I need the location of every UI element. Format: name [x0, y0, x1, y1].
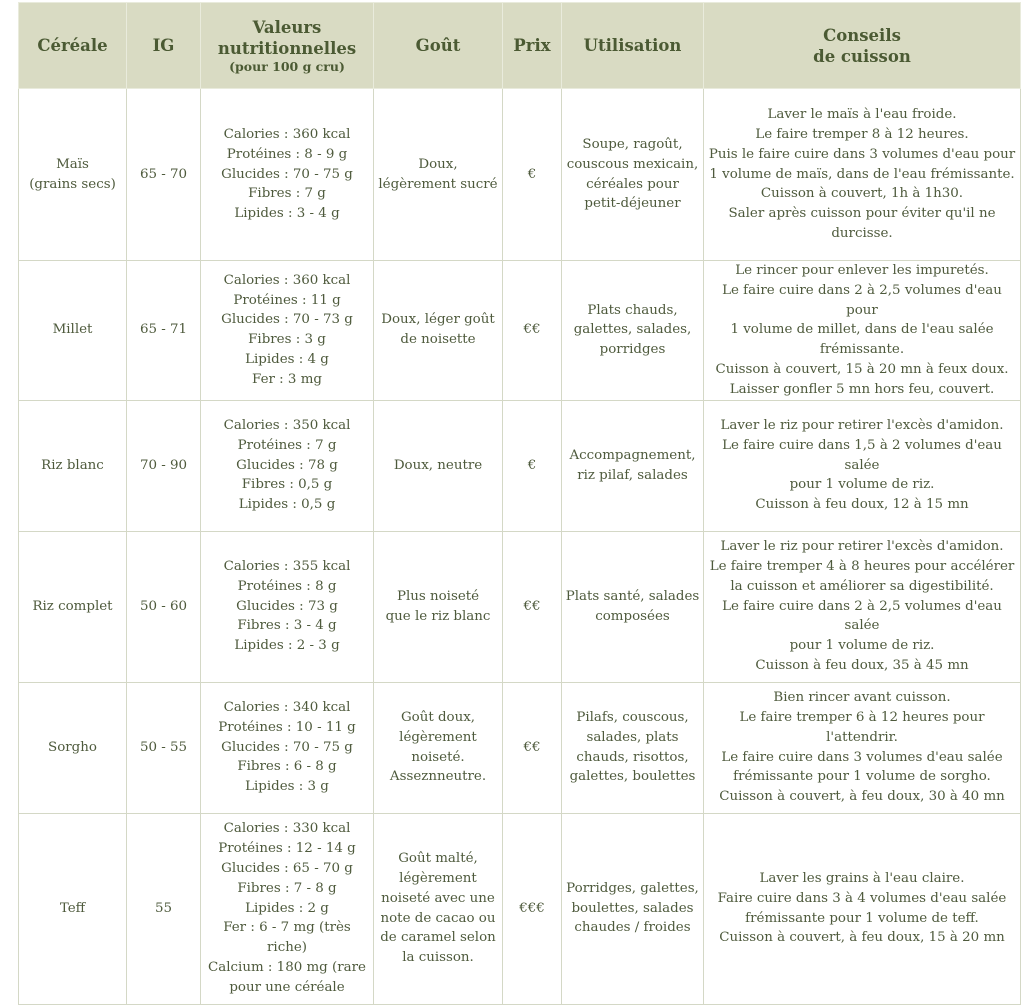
cell-use: Pilafs, couscous, salades, plats chauds, risottos, galettes, boulettes: [562, 682, 704, 813]
cell-price: €€: [503, 682, 562, 813]
table-row-sorgho: [19, 682, 1021, 813]
cell-cooking: Le rincer pour enlever les impuretés. Le faire cuire dans 2 à 2,5 volumes d'eau pour 1 volume de millet, dans de l'eau salée frémissante. Cuisson à couvert, 15 à 20 mn à feux doux. Laisser gonfler 5 mn hors feu, couvert.: [704, 261, 1021, 401]
cell-cooking: Laver les grains à l'eau claire. Faire cuire dans 3 à 4 volumes d'eau salée frémissante pour 1 volume de teff. Cuisson à couvert, à feu doux, 15 à 20 mn: [704, 813, 1021, 1004]
cell-price: €: [503, 400, 562, 531]
cell-price: €: [503, 89, 562, 261]
cell-cereal: Riz blanc: [19, 400, 127, 531]
header-cooking: Conseils de cuisson: [704, 3, 1021, 89]
cereal-comparison-table: [18, 2, 1021, 1005]
cell-nutrition: Calories : 360 kcal Protéines : 8 - 9 g Glucides : 70 - 75 g Fibres : 7 g Lipides : 3 - 4 g: [201, 89, 374, 261]
table-row-millet: [19, 261, 1021, 401]
cell-use: Accompagnement, riz pilaf, salades: [562, 400, 704, 531]
cell-ig: 50 - 55: [127, 682, 201, 813]
cell-use: Soupe, ragoût, couscous mexicain, céréales pour petit-déjeuner: [562, 89, 704, 261]
header-price: Prix: [503, 3, 562, 89]
cell-nutrition: Calories : 330 kcal Protéines : 12 - 14 g Glucides : 65 - 70 g Fibres : 7 - 8 g Lipides : 2 g Fer : 6 - 7 mg (très riche) Calcium : 180 mg (rare pour une céréale: [201, 813, 374, 1004]
cell-cooking: Laver le maïs à l'eau froide. Le faire tremper 8 à 12 heures. Puis le faire cuire dans 3 volumes d'eau pour 1 volume de maïs, dans de l'eau frémissante. Cuisson à couvert, 1h à 1h30. Saler après cuisson pour éviter qu'il ne durcisse.: [704, 89, 1021, 261]
cell-price: €€: [503, 531, 562, 682]
cell-ig: 70 - 90: [127, 400, 201, 531]
cell-price: €€€: [503, 813, 562, 1004]
header-nutrition-subtitle: (pour 100 g cru): [229, 58, 345, 74]
header-nutrition-title: Valeurs nutritionnelles: [217, 17, 357, 58]
cell-nutrition: Calories : 360 kcal Protéines : 11 g Glucides : 70 - 73 g Fibres : 3 g Lipides : 4 g Fer : 3 mg: [201, 261, 374, 401]
header-nutrition: [201, 3, 374, 89]
table-row-riz-complet: [19, 531, 1021, 682]
cell-cereal: Riz complet: [19, 531, 127, 682]
header-row: [19, 3, 1021, 89]
cell-cereal: Millet: [19, 261, 127, 401]
cell-ig: 65 - 70: [127, 89, 201, 261]
cell-cooking: Laver le riz pour retirer l'excès d'amidon. Le faire cuire dans 1,5 à 2 volumes d'eau salée pour 1 volume de riz. Cuisson à feu doux, 12 à 15 mn: [704, 400, 1021, 531]
cell-nutrition: Calories : 350 kcal Protéines : 7 g Glucides : 78 g Fibres : 0,5 g Lipides : 0,5 g: [201, 400, 374, 531]
cell-cooking: Bien rincer avant cuisson. Le faire tremper 6 à 12 heures pour l'attendrir. Le faire cuire dans 3 volumes d'eau salée frémissante pour 1 volume de sorgho. Cuisson à couvert, à feu doux, 30 à 40 mn: [704, 682, 1021, 813]
cell-ig: 50 - 60: [127, 531, 201, 682]
cell-cereal: Maïs (grains secs): [19, 89, 127, 261]
cell-taste: Doux, léger goût de noisette: [374, 261, 503, 401]
cell-use: Plats chauds, galettes, salades, porridges: [562, 261, 704, 401]
table-row-teff: [19, 813, 1021, 1004]
cell-taste: Plus noiseté que le riz blanc: [374, 531, 503, 682]
header-use: Utilisation: [562, 3, 704, 89]
cell-taste: Doux, neutre: [374, 400, 503, 531]
cell-taste: Doux, légèrement sucré: [374, 89, 503, 261]
header-taste: Goût: [374, 3, 503, 89]
cell-nutrition: Calories : 355 kcal Protéines : 8 g Glucides : 73 g Fibres : 3 - 4 g Lipides : 2 - 3 g: [201, 531, 374, 682]
cell-nutrition: Calories : 340 kcal Protéines : 10 - 11 g Glucides : 70 - 75 g Fibres : 6 - 8 g Lipides : 3 g: [201, 682, 374, 813]
cell-price: €€: [503, 261, 562, 401]
cell-use: Plats santé, salades composées: [562, 531, 704, 682]
table-row-mais: [19, 89, 1021, 261]
header-ig: IG: [127, 3, 201, 89]
cereal-table-container: [18, 2, 1020, 1005]
cell-taste: Goût doux, légèrement noiseté. Asseznneutre.: [374, 682, 503, 813]
cell-ig: 55: [127, 813, 201, 1004]
cell-cereal: Teff: [19, 813, 127, 1004]
header-cereal: Céréale: [19, 3, 127, 89]
table-row-riz-blanc: [19, 400, 1021, 531]
cell-taste: Goût malté, légèrement noiseté avec une note de cacao ou de caramel selon la cuisson.: [374, 813, 503, 1004]
cell-cooking: Laver le riz pour retirer l'excès d'amidon. Le faire tremper 4 à 8 heures pour accélérer la cuisson et améliorer sa digestibilité. Le faire cuire dans 2 à 2,5 volumes d'eau salée pour 1 volume de riz. Cuisson à feu doux, 35 à 45 mn: [704, 531, 1021, 682]
cell-use: Porridges, galettes, boulettes, salades chaudes / froides: [562, 813, 704, 1004]
cell-ig: 65 - 71: [127, 261, 201, 401]
cell-cereal: Sorgho: [19, 682, 127, 813]
